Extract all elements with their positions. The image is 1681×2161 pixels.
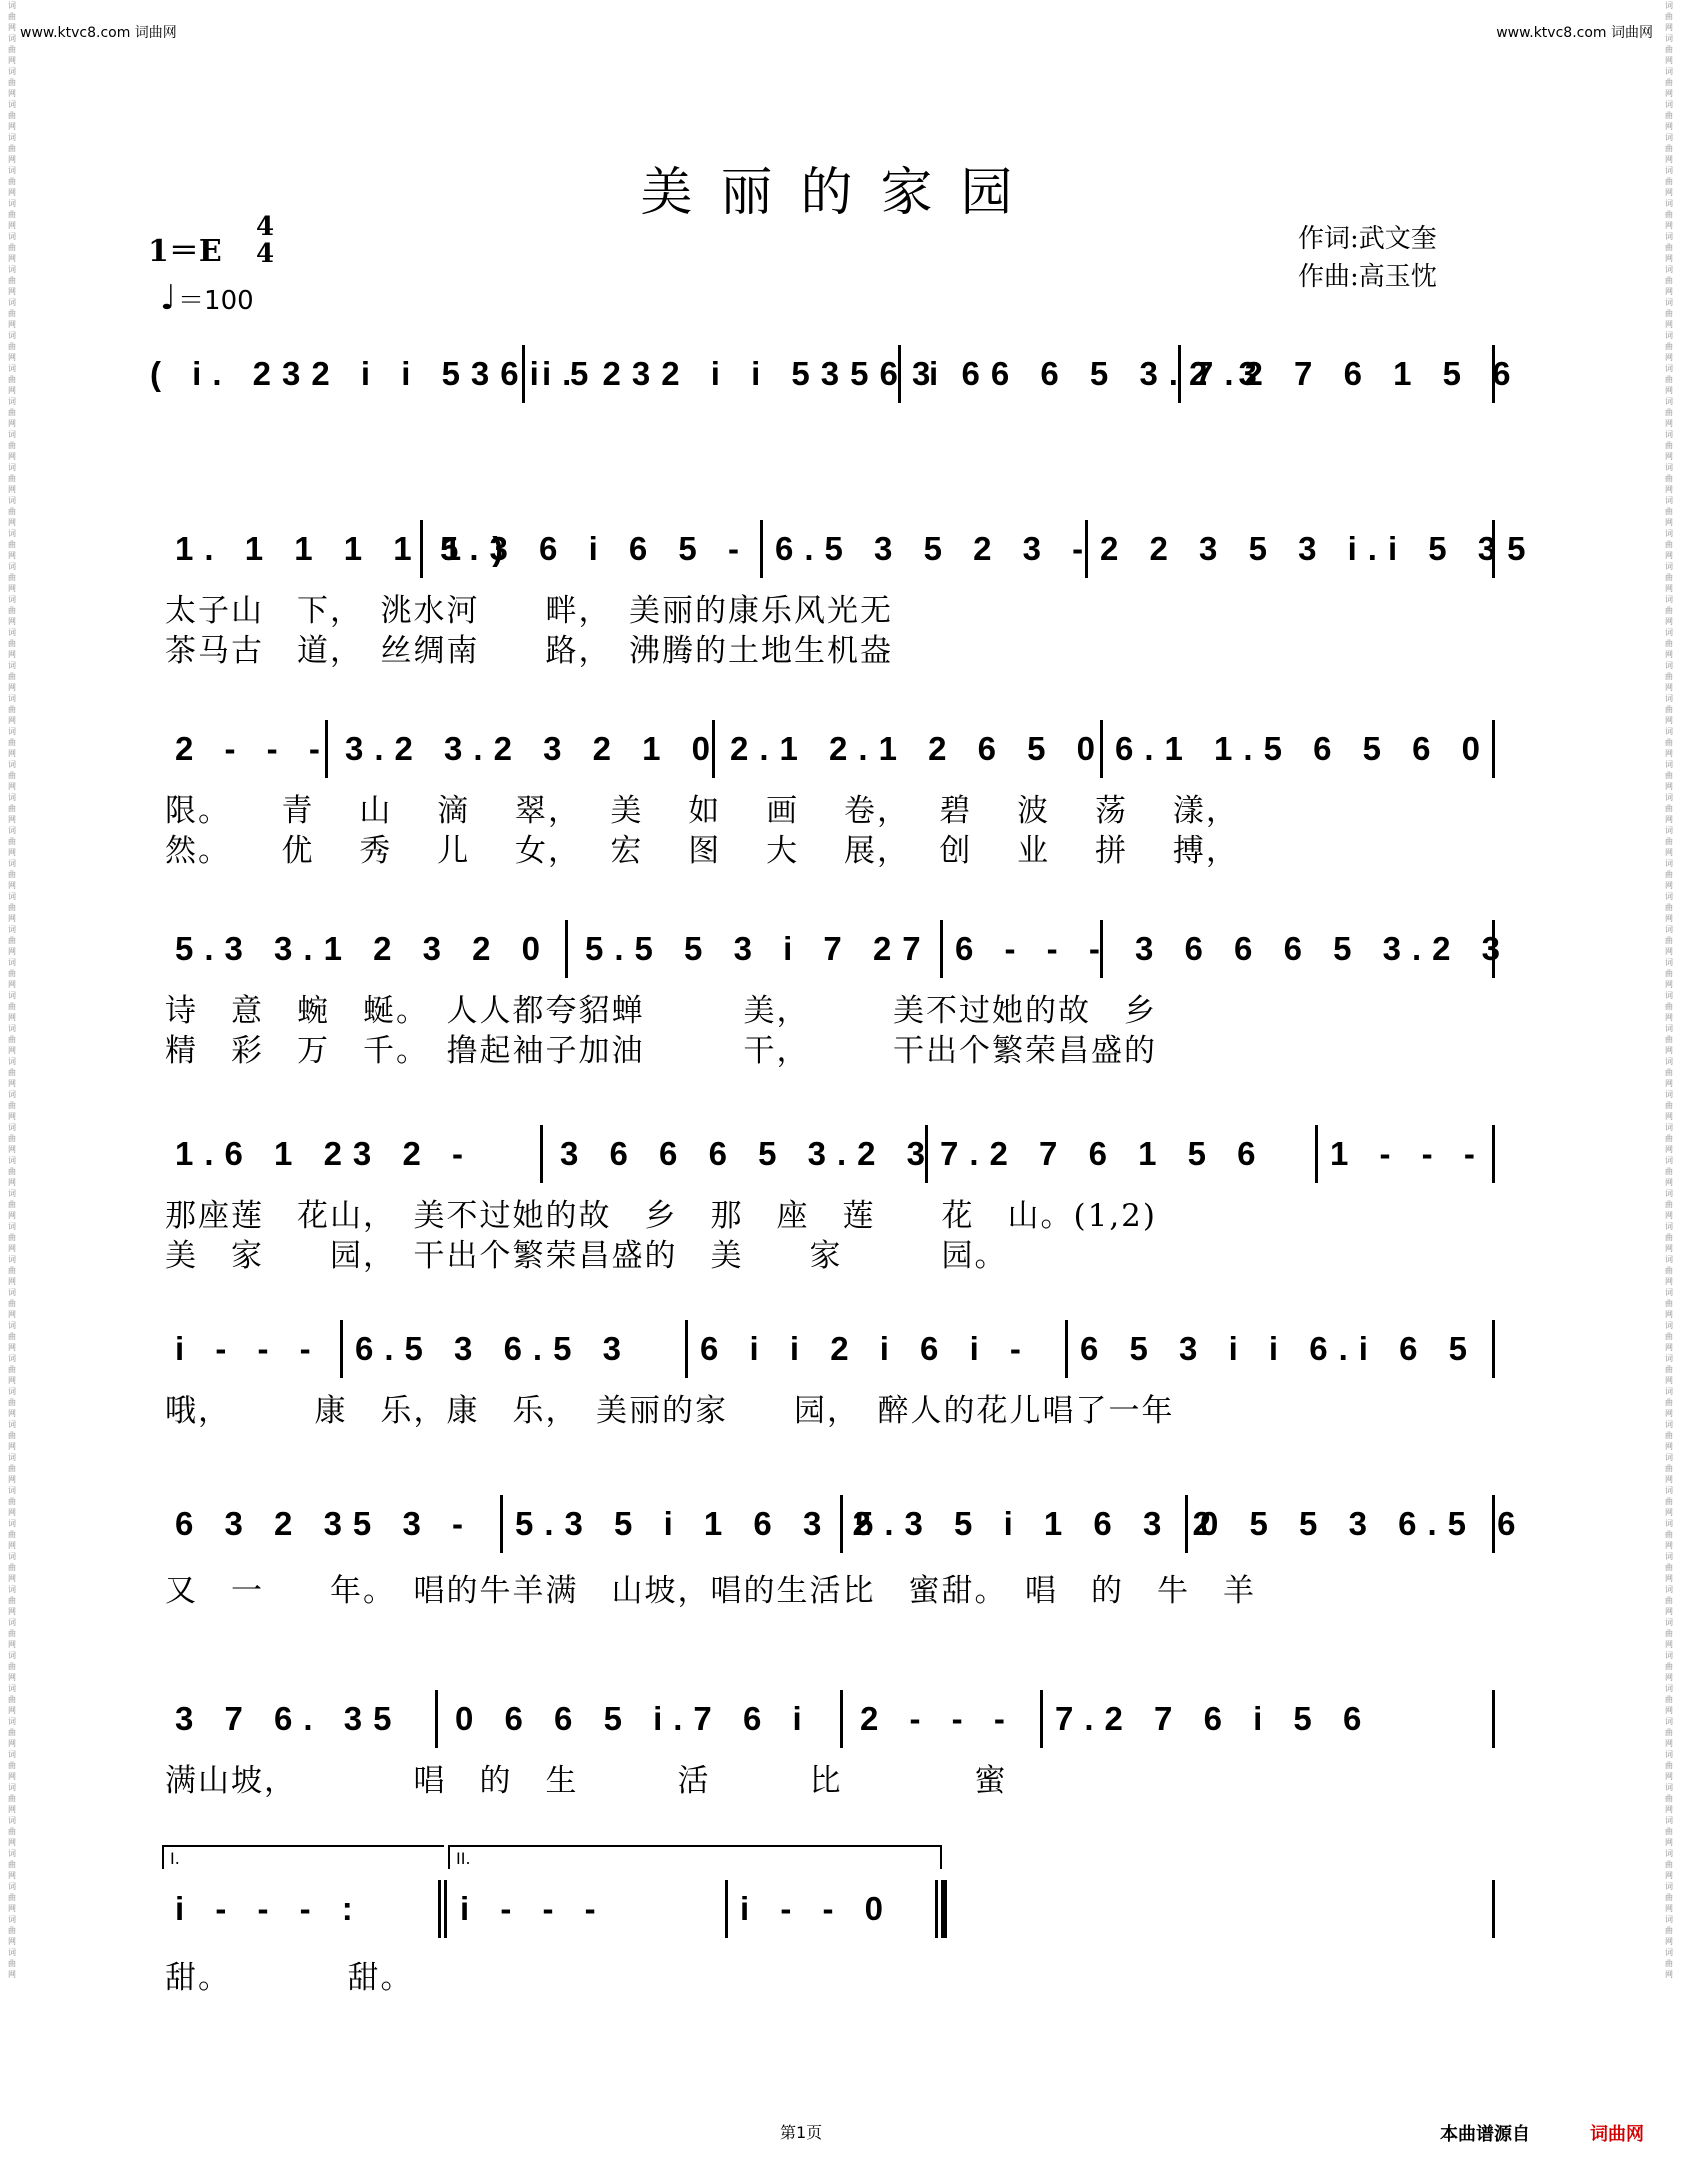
measure: 6 i i 2 i 6 i - <box>700 1330 1032 1367</box>
side-watermark-text: 词曲网 <box>8 1552 16 1583</box>
left-watermark <box>2 0 22 2161</box>
side-watermark-text: 词曲网 <box>1665 529 1673 560</box>
side-watermark-text: 词曲网 <box>1665 1717 1673 1748</box>
composer: 作曲:高玉忱 <box>1298 262 1437 292</box>
measure: 0 5 5 3 6.5 6 <box>1200 1505 1527 1542</box>
staff-system-9 <box>150 1849 1495 1960</box>
measure: 3 6 6 6 5 3.2 3 <box>560 1135 937 1172</box>
lyrics-line: 茶马古 道， 丝绸南 路， 沸腾的土地生机盎 <box>165 633 893 669</box>
side-watermark-text: 词曲网 <box>1665 298 1673 329</box>
side-watermark-text: 词曲网 <box>8 826 16 857</box>
side-watermark-text: 词曲网 <box>8 760 16 791</box>
side-watermark-text: 词曲网 <box>1665 1057 1673 1088</box>
side-watermark-text: 词曲网 <box>1665 793 1673 824</box>
side-watermark-text: 词曲网 <box>1665 1552 1673 1583</box>
measure: i - - - <box>175 1330 322 1367</box>
measure: i - - - : <box>175 1890 364 1927</box>
time-signature <box>256 214 274 268</box>
side-watermark-text: 词曲网 <box>8 1948 16 1979</box>
side-watermark-text: 词曲网 <box>1665 991 1673 1022</box>
measure: 2 2 3 5 3 i.i 5 35 <box>1100 530 1537 567</box>
measure: 2.1 2.1 2 6 5 0 <box>730 730 1107 767</box>
side-watermark-text: 词曲网 <box>8 265 16 296</box>
credits <box>1298 220 1437 296</box>
side-watermark-text: 词曲网 <box>1665 166 1673 197</box>
right-watermark <box>1659 0 1679 2161</box>
side-watermark-text: 词曲网 <box>1665 595 1673 626</box>
key-signature: 1＝E <box>148 234 222 269</box>
side-watermark-text: 词曲网 <box>1665 859 1673 890</box>
measure: 0 6 6 5 i.7 6 i <box>455 1700 813 1737</box>
time-signature-bottom: 4 <box>256 239 275 269</box>
measure: 3 66 6 5 3.2 3 <box>912 355 1268 392</box>
side-watermark-text: 词曲网 <box>8 727 16 758</box>
side-watermark-text: 词曲网 <box>8 562 16 593</box>
source-site-link[interactable]: 词曲网 <box>1590 2124 1644 2145</box>
side-watermark-text: 词曲网 <box>1665 760 1673 791</box>
side-watermark-text: 词曲网 <box>8 1651 16 1682</box>
measure: 3 6 6 6 5 3.2 3 <box>1135 930 1512 967</box>
measure: 5.3 5 i 1 6 3 2 <box>515 1505 882 1542</box>
measure: 1. 1 1 1 1 1 ) <box>175 530 515 567</box>
side-watermark-text: 词曲网 <box>1665 364 1673 395</box>
side-watermark-text: 词曲网 <box>8 1189 16 1220</box>
measure: 1 - - - <box>1330 1135 1486 1172</box>
side-watermark-text: 词曲网 <box>1665 1387 1673 1418</box>
side-watermark-text: 词曲网 <box>8 1486 16 1517</box>
side-watermark-text: 词曲网 <box>1665 1948 1673 1979</box>
side-watermark-text: 词曲网 <box>1665 67 1673 98</box>
side-watermark-text: 词曲网 <box>8 1057 16 1088</box>
second-ending-bracket <box>448 1845 942 1869</box>
lyrics-line: 诗 意 蜿 蜒。 人人都夸貂蝉 美， 美不过她的故 乡 <box>165 993 1157 1029</box>
side-watermark-text: 词曲网 <box>1665 1882 1673 1913</box>
lyrics-line: 哦， 康 乐，康 乐， 美丽的家 园， 醉人的花儿唱了一年 <box>165 1393 1175 1429</box>
side-watermark-text: 词曲网 <box>8 1354 16 1385</box>
side-watermark-text: 词曲网 <box>1665 925 1673 956</box>
time-signature-top: 4 <box>256 212 275 242</box>
side-watermark-text: 词曲网 <box>8 595 16 626</box>
side-watermark-text: 词曲网 <box>8 1816 16 1847</box>
site-header-right[interactable]: www.ktvc8.com 词曲网 <box>1496 25 1653 41</box>
side-watermark-text: 词曲网 <box>8 331 16 362</box>
side-watermark-text: 词曲网 <box>8 1453 16 1484</box>
measure: 2 - - - <box>175 730 331 767</box>
side-watermark-text: 词曲网 <box>8 859 16 890</box>
measure: 5.3 6 i 6 5 - <box>440 530 750 567</box>
side-watermark-text: 词曲网 <box>8 1783 16 1814</box>
side-watermark-text: 词曲网 <box>1665 430 1673 461</box>
site-header-left[interactable]: www.ktvc8.com 词曲网 <box>20 25 177 41</box>
side-watermark-text: 词曲网 <box>1665 1453 1673 1484</box>
side-watermark-text: 词曲网 <box>8 1684 16 1715</box>
side-watermark-text: 词曲网 <box>8 1 16 32</box>
side-watermark-text: 词曲网 <box>8 1585 16 1616</box>
side-watermark-text: 词曲网 <box>8 991 16 1022</box>
measure: 6 - - - <box>955 930 1111 967</box>
side-watermark-text: 词曲网 <box>8 1288 16 1319</box>
side-watermark-text: 词曲网 <box>1665 1519 1673 1550</box>
side-watermark-text: 词曲网 <box>1665 1090 1673 1121</box>
side-watermark-text: 词曲网 <box>8 1387 16 1418</box>
side-watermark-text: 词曲网 <box>1665 562 1673 593</box>
lyrics-line: 精 彩 万 千。 撸起袖子加油 干， 干出个繁荣昌盛的 <box>165 1033 1157 1069</box>
side-watermark-text: 词曲网 <box>1665 1783 1673 1814</box>
side-watermark-text: 词曲网 <box>1665 463 1673 494</box>
side-watermark-text: 词曲网 <box>8 1321 16 1352</box>
measure: ( i. 232 i i 536i 5 <box>150 355 600 392</box>
side-watermark-text: 词曲网 <box>1665 1585 1673 1616</box>
side-watermark-text: 词曲网 <box>8 661 16 692</box>
side-watermark-text: 词曲网 <box>1665 826 1673 857</box>
side-watermark-text: 词曲网 <box>1665 958 1673 989</box>
lyrics-line: 甜。 甜。 <box>165 1960 414 1996</box>
side-watermark-text: 词曲网 <box>1665 1222 1673 1253</box>
first-ending-label: I. <box>170 1849 180 1868</box>
measure: 5.5 5 3 i 7 27 <box>585 930 932 967</box>
side-watermark-text: 词曲网 <box>1665 694 1673 725</box>
side-watermark-text: 词曲网 <box>8 1849 16 1880</box>
side-watermark-text: 词曲网 <box>8 67 16 98</box>
side-watermark-text: 词曲网 <box>8 1255 16 1286</box>
measure: 5.3 5 i 1 6 3 2 <box>855 1505 1222 1542</box>
side-watermark-text: 词曲网 <box>1665 628 1673 659</box>
side-watermark-text: 词曲网 <box>1665 892 1673 923</box>
measure: i. 232 i i 5356 i <box>542 355 950 392</box>
side-watermark-text: 词曲网 <box>8 166 16 197</box>
side-watermark-text: 词曲网 <box>8 694 16 725</box>
staff-system-1 <box>150 345 1522 425</box>
lyrics-line: 美 家 园， 干出个繁荣昌盛的 美 家 园。 <box>165 1238 1008 1274</box>
song-title: 美丽的家园 <box>640 163 1041 223</box>
side-watermark-text: 词曲网 <box>1665 1420 1673 1451</box>
side-watermark-text: 词曲网 <box>1665 496 1673 527</box>
first-ending-bracket <box>162 1845 444 1869</box>
side-watermark-text: 词曲网 <box>1665 1288 1673 1319</box>
side-watermark-text: 词曲网 <box>1665 1618 1673 1649</box>
measure: 6 3 2 35 3 - <box>175 1505 474 1542</box>
measure: i - - - <box>460 1890 607 1927</box>
quarter-note-icon: ♩ <box>160 278 177 318</box>
side-watermark-text: 词曲网 <box>1665 1651 1673 1682</box>
side-watermark-text: 词曲网 <box>8 1420 16 1451</box>
side-watermark-text: 词曲网 <box>1665 100 1673 131</box>
side-watermark-text: 词曲网 <box>8 892 16 923</box>
measure: 7.2 7 6 i 5 6 <box>1055 1700 1373 1737</box>
side-watermark-text: 词曲网 <box>8 34 16 65</box>
side-watermark-text: 词曲网 <box>1665 727 1673 758</box>
side-watermark-text: 词曲网 <box>1665 1354 1673 1385</box>
side-watermark-text: 词曲网 <box>8 1222 16 1253</box>
side-watermark-text: 词曲网 <box>1665 1024 1673 1055</box>
side-watermark-text: 词曲网 <box>8 628 16 659</box>
side-watermark-text: 词曲网 <box>1665 1915 1673 1946</box>
measure: 7.2 7 6 1 5 6 <box>1195 355 1522 392</box>
measure: 3 7 6. 35 <box>175 1700 403 1737</box>
side-watermark-text: 词曲网 <box>1665 34 1673 65</box>
measure: 6 5 3 i i 6.i 6 5 <box>1080 1330 1478 1367</box>
measure: 2 - - - <box>860 1700 1016 1737</box>
measure: 5.3 3.1 2 3 2 0 <box>175 930 552 967</box>
side-watermark-text: 词曲网 <box>1665 331 1673 362</box>
lyrics-line: 满山坡， 唱 的 生 活 比 蜜 <box>165 1763 1008 1799</box>
measure: 7.2 7 6 1 5 6 <box>940 1135 1267 1172</box>
side-watermark-text: 词曲网 <box>8 1090 16 1121</box>
lyricist: 作词:武文奎 <box>1298 224 1437 254</box>
side-watermark-text: 词曲网 <box>1665 1255 1673 1286</box>
measure: 3.2 3.2 3 2 1 0 <box>345 730 722 767</box>
side-watermark-text: 词曲网 <box>8 925 16 956</box>
measure: 6.5 3 6.5 3 <box>355 1330 632 1367</box>
side-watermark-text: 词曲网 <box>8 1519 16 1550</box>
lyrics-line: 那座莲 花山， 美不过她的故 乡 那 座 莲 花 山。(1,2) <box>165 1198 1157 1234</box>
lyrics-line: 又 一 年。 唱的牛羊满 山坡，唱的生活比 蜜甜。 唱 的 牛 羊 <box>165 1573 1256 1609</box>
measure: 6.1 1.5 6 5 6 0 <box>1115 730 1492 767</box>
side-watermark-text: 词曲网 <box>1665 1750 1673 1781</box>
side-watermark-text: 词曲网 <box>1665 397 1673 428</box>
side-watermark-text: 词曲网 <box>8 133 16 164</box>
side-watermark-text: 词曲网 <box>8 1024 16 1055</box>
side-watermark-text: 词曲网 <box>1665 1156 1673 1187</box>
side-watermark-text: 词曲网 <box>1665 232 1673 263</box>
side-watermark-text: 词曲网 <box>1665 133 1673 164</box>
side-watermark-text: 词曲网 <box>8 1915 16 1946</box>
side-watermark-text: 词曲网 <box>1665 199 1673 230</box>
side-watermark-text: 词曲网 <box>8 1618 16 1649</box>
side-watermark-text: 词曲网 <box>1665 1684 1673 1715</box>
side-watermark-text: 词曲网 <box>8 397 16 428</box>
side-watermark-text: 词曲网 <box>1665 1 1673 32</box>
side-watermark-text: 词曲网 <box>8 1156 16 1187</box>
staff-system-7 <box>150 1495 1527 1575</box>
tempo-marking <box>160 278 254 318</box>
side-watermark-text: 词曲网 <box>1665 1321 1673 1352</box>
side-watermark-text: 词曲网 <box>1665 1123 1673 1154</box>
side-watermark-text: 词曲网 <box>1665 661 1673 692</box>
measure: i - - 0 <box>740 1890 895 1927</box>
side-watermark-text: 词曲网 <box>1665 1816 1673 1847</box>
side-watermark-text: 词曲网 <box>8 793 16 824</box>
measure: 1.6 1 23 2 - <box>175 1135 474 1172</box>
lyrics-line: 然。 优 秀 儿 女， 宏 图 大 展， 创 业 拼 搏， <box>165 833 1239 869</box>
tempo-value: ＝100 <box>178 285 254 316</box>
second-ending-label: II. <box>456 1849 471 1868</box>
side-watermark-text: 词曲网 <box>1665 1189 1673 1220</box>
side-watermark-text: 词曲网 <box>8 958 16 989</box>
side-watermark-text: 词曲网 <box>8 100 16 131</box>
side-watermark-text: 词曲网 <box>1665 1849 1673 1880</box>
side-watermark-text: 词曲网 <box>8 463 16 494</box>
side-watermark-text: 词曲网 <box>8 199 16 230</box>
side-watermark-text: 词曲网 <box>8 1882 16 1913</box>
measure: 6.5 3 5 2 3 - <box>775 530 1095 567</box>
side-watermark-text: 词曲网 <box>8 529 16 560</box>
side-watermark-text: 词曲网 <box>8 1717 16 1748</box>
side-watermark-text: 词曲网 <box>8 364 16 395</box>
side-watermark-text: 词曲网 <box>8 430 16 461</box>
lyrics-line: 太子山 下， 洮水河 畔， 美丽的康乐风光无 <box>165 593 893 629</box>
side-watermark-text: 词曲网 <box>8 1123 16 1154</box>
side-watermark-text: 词曲网 <box>1665 265 1673 296</box>
source-label: 本曲谱源自 <box>1440 2124 1530 2145</box>
side-watermark-text: 词曲网 <box>1665 1486 1673 1517</box>
side-watermark-text: 词曲网 <box>8 232 16 263</box>
side-watermark-text: 词曲网 <box>8 496 16 527</box>
side-watermark-text: 词曲网 <box>8 298 16 329</box>
side-watermark-text: 词曲网 <box>8 1750 16 1781</box>
lyrics-line: 限。 青 山 滴 翠， 美 如 画 卷， 碧 波 荡 漾， <box>165 793 1239 829</box>
page-number: 第1页 <box>780 2123 823 2142</box>
